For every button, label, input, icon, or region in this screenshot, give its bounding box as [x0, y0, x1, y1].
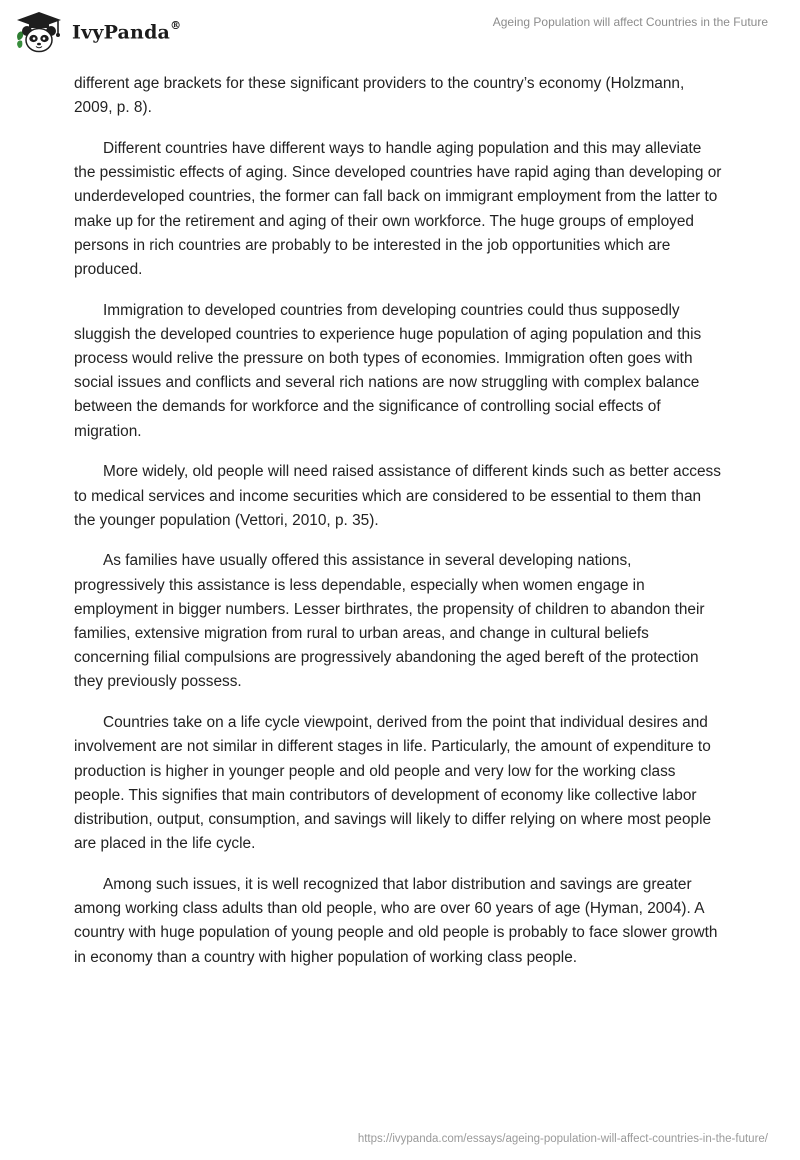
- essay-body: [74, 72, 724, 986]
- paragraph: As families have usually offered this assistance in several developing nations, progressively this assistance is less dependable, especially when women engage in employment in bigger numbers. Lesser birthrates, the propensity of children to abandon their families, extensive migration from rural to urban areas, and change in cultural beliefs concerning filial compulsions are progressively abandoning the aged bereft of the protection they previously possess.: [74, 552, 705, 691]
- paragraph: Immigration to developed countries from developing countries could thus supposedly sluggish the developed countries to experience huge population of aging population and this process would relive the pressure on both types of economies. Immigration often goes with social issues and conflicts and several rich nations are now struggling with complex balance between the demands for workforce and the significance of controlling social effects of migration.: [74, 301, 702, 440]
- page-header: [0, 0, 800, 66]
- paragraph: More widely, old people will need raised assistance of different kinds such as better access to medical services and income securities which are considered to be essential to them than the younger population (Vettori, 2010, p. 35).: [74, 463, 721, 529]
- source-url-link[interactable]: https://ivypanda.com/essays/ageing-population-will-affect-countries-in-the-future/: [357, 1133, 768, 1145]
- paragraph: Among such issues, it is well recognized that labor distribution and savings are greater among working class adults than old people, who are over 60 years of age (Hyman, 2004). A country with huge population of young people and old people is probably to face slower growth in economy than a country with higher population of working class people.: [74, 875, 718, 966]
- logo-wordmark: IvyPanda®: [72, 18, 182, 44]
- document-title: Ageing Population will affect Countries in the Future: [492, 15, 768, 29]
- panda-graduate-icon: [14, 10, 64, 54]
- paragraph: different age brackets for these significant providers to the country’s economy (Holzmann, 2009, p. 8).: [74, 75, 685, 117]
- paragraph: Countries take on a life cycle viewpoint, derived from the point that individual desires and involvement are not similar in different stages in life. Particularly, the amount of expenditure to production is higher in younger people and old people and very low for the working class people. This signifies that main contributors of development of economy like collective labor distribution, output, consumption, and savings will likely to differ relying on where most people are placed in the life cycle.: [74, 714, 712, 853]
- ivypanda-logo[interactable]: [14, 10, 181, 54]
- paragraph: Different countries have different ways to handle aging population and this may alleviate the pessimistic effects of aging. Since developed countries have rapid aging than developing or underdeveloped countries, the former can fall back on immigrant employment from the latter to make up for the retirement and aging of their own workforce. The huge groups of employed persons in rich countries are probably to be interested in the job opportunities which are produced.: [74, 139, 722, 278]
